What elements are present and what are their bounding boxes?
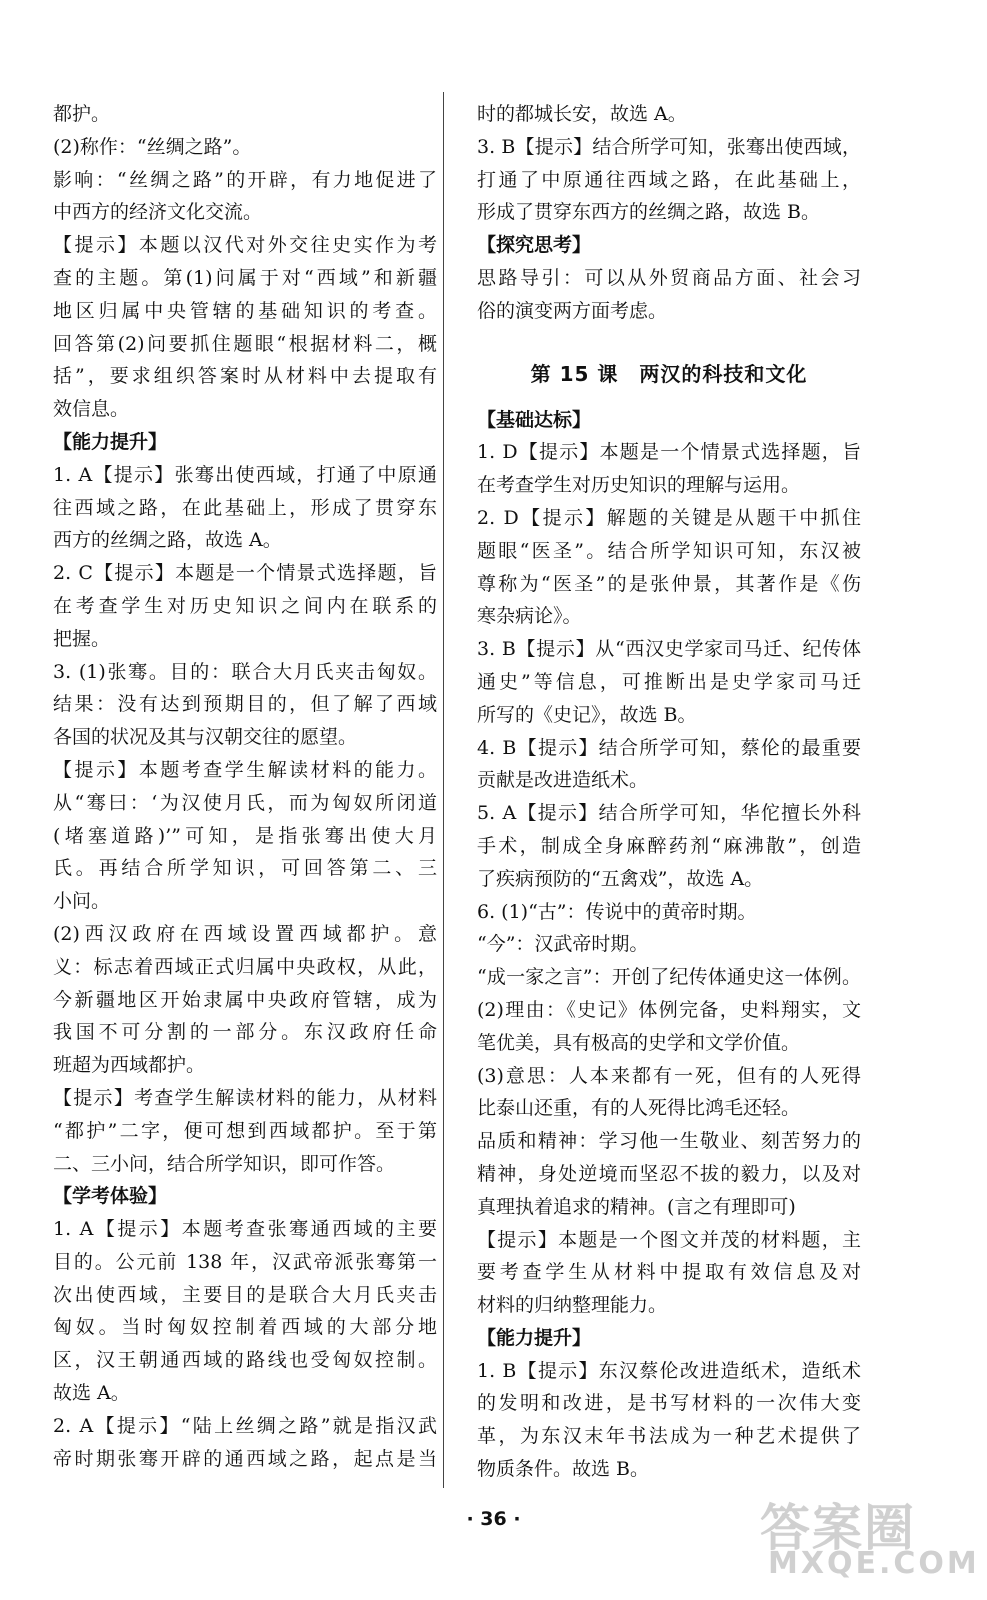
lesson-title: 第 15 课 两汉的科技和文化 bbox=[530, 361, 808, 386]
text-line: 6. (1)“古”：传说中的黄帝时期。 bbox=[477, 900, 757, 923]
text-line: 区，汉王朝通西域的路线也受匈奴控制。 bbox=[53, 1349, 437, 1372]
section-heading: 【能力提升】 bbox=[53, 430, 168, 453]
text-line: 结果：没有达到预期目的，但了解了西域 bbox=[53, 693, 437, 716]
text-line: 的发明和改进，是书写材料的一次伟大变 bbox=[477, 1392, 861, 1415]
text-line: 1. D【提示】本题是一个情景式选择题，旨 bbox=[477, 441, 861, 464]
text-line: (2)称作：“丝绸之路”。 bbox=[53, 135, 252, 158]
text-line: (2)理由：《史记》体例完备，史料翔实，文 bbox=[477, 998, 861, 1021]
text-line: 1. A【提示】本题考查张骞通西域的主要 bbox=[53, 1218, 437, 1241]
text-line: 材料的归纳整理能力。 bbox=[477, 1294, 668, 1317]
text-line: “今”：汉武帝时期。 bbox=[477, 933, 649, 956]
right-column-bottom bbox=[477, 404, 861, 1486]
text-line: 精神，身处逆境而坚忍不拔的毅力，以及对 bbox=[477, 1162, 861, 1185]
text-line: 贡献是改进造纸术。 bbox=[477, 769, 649, 792]
text-line: 把握。 bbox=[53, 627, 111, 650]
text-line: 品质和精神：学习他一生敬业、刻苦努力的 bbox=[477, 1130, 861, 1153]
watermark-logo bbox=[760, 1488, 980, 1584]
section-heading: 【能力提升】 bbox=[477, 1326, 592, 1349]
text-line: 5. A【提示】结合所学可知，华佗擅长外科 bbox=[477, 802, 861, 825]
page-number: · 36 · bbox=[466, 1508, 521, 1530]
text-line: 各国的状况及其与汉朝交往的愿望。 bbox=[53, 726, 358, 749]
text-line: 3. B【提示】从“西汉史学家司马迁、纪传体 bbox=[477, 638, 861, 661]
column-divider bbox=[443, 92, 444, 1488]
text-line: 2. C【提示】本题是一个情景式选择题，旨 bbox=[53, 562, 437, 585]
text-line: 革，为东汉末年书法成为一种艺术提供了 bbox=[477, 1425, 861, 1448]
text-line: 寒杂病论》。 bbox=[477, 605, 582, 628]
text-line: 2. D【提示】解题的关键是从题干中抓住 bbox=[477, 506, 861, 529]
text-line: 俗的演变两方面考虑。 bbox=[477, 299, 668, 322]
text-line: 要考查学生从材料中提取有效信息及对 bbox=[477, 1261, 861, 1284]
text-line: 3. B【提示】结合所学可知，张骞出使西域， bbox=[477, 135, 861, 158]
text-line: 了疾病预防的“五禽戏”，故选 A。 bbox=[477, 867, 764, 890]
text-line: 【提示】本题以汉代对外交往史实作为考 bbox=[53, 234, 437, 257]
text-line: 2. A【提示】“陆上丝绸之路”就是指汉武 bbox=[53, 1414, 437, 1437]
text-line: 在考查学生对历史知识之间内在联系的 bbox=[53, 594, 437, 617]
text-line: 我国不可分割的一部分。东汉政府任命 bbox=[53, 1021, 437, 1044]
text-line: 中西方的经济文化交流。 bbox=[53, 201, 263, 224]
text-line: 今新疆地区开始隶属中央政府管辖，成为 bbox=[53, 988, 437, 1011]
text-line: 尊称为“医圣”的是张仲景，其著作是《伤 bbox=[477, 572, 861, 595]
text-line: 次出使西域，主要目的是联合大月氏夹击 bbox=[53, 1283, 437, 1306]
text-line: 氏。再结合所学知识，可回答第二、三 bbox=[53, 857, 437, 880]
text-line: 括”，要求组织答案时从材料中去提取有 bbox=[53, 365, 437, 388]
text-line: 往西域之路，在此基础上，形成了贯穿东 bbox=[53, 496, 437, 519]
text-line: 【提示】本题考查学生解读材料的能力。 bbox=[53, 758, 437, 781]
text-line: 小问。 bbox=[53, 890, 111, 913]
text-line: 真理执着追求的精神。(言之有理即可) bbox=[477, 1195, 796, 1218]
text-line: 回答第(2)问要抓住题眼“根据材料二，概 bbox=[53, 332, 437, 355]
text-line: 通史”等信息，可推断出是史学家司马迁 bbox=[477, 670, 861, 693]
text-line: “都护”二字，便可想到西域都护。至于第 bbox=[53, 1119, 437, 1142]
text-line: 手术，制成全身麻醉药剂“麻沸散”，创造 bbox=[477, 834, 861, 857]
text-line: (3)意思：人本来都有一死，但有的人死得 bbox=[477, 1064, 861, 1087]
text-line: 目的。公元前 138 年，汉武帝派张骞第一 bbox=[53, 1250, 437, 1273]
watermark-url: MXQE.COM bbox=[768, 1546, 980, 1581]
text-line: 笔优美，具有极高的史学和文学价值。 bbox=[477, 1031, 801, 1054]
text-line: 题眼“医圣”。结合所学知识可知，东汉被 bbox=[477, 539, 861, 562]
watermark-text: 答案圈 bbox=[760, 1499, 916, 1557]
text-line: 班超为西域都护。 bbox=[53, 1054, 206, 1077]
text-line: 物质条件。故选 B。 bbox=[477, 1458, 650, 1481]
text-line: 所写的《史记》，故选 B。 bbox=[477, 703, 697, 726]
text-line: 在考查学生对历史知识的理解与运用。 bbox=[477, 474, 801, 497]
left-column bbox=[53, 98, 437, 1475]
text-line: 时的都城长安，故选 A。 bbox=[477, 103, 687, 125]
text-line: 匈奴。当时匈奴控制着西域的大部分地 bbox=[53, 1316, 437, 1339]
text-line: 影响：“丝绸之路”的开辟，有力地促进了 bbox=[53, 168, 437, 191]
text-line: 打通了中原通往西域之路，在此基础上， bbox=[477, 168, 861, 191]
section-heading: 【学考体验】 bbox=[53, 1185, 168, 1208]
text-line: 1. B【提示】东汉蔡伦改进造纸术，造纸术 bbox=[477, 1359, 861, 1382]
right-column bbox=[477, 98, 861, 1486]
text-line: 二、三小问，结合所学知识，即可作答。 bbox=[53, 1152, 396, 1175]
text-line: 故选 A。 bbox=[53, 1382, 130, 1405]
text-line: 帝时期张骞开辟的通西域之路，起点是当 bbox=[53, 1447, 437, 1470]
text-line: “成一家之言”：开创了纪传体通史这一体例。 bbox=[477, 966, 861, 989]
text-line: 义：标志着西域正式归属中央政权，从此， bbox=[53, 955, 437, 978]
text-line: 1. A【提示】张骞出使西域，打通了中原通 bbox=[53, 463, 437, 486]
text-line: 【提示】考查学生解读材料的能力，从材料 bbox=[53, 1086, 437, 1109]
text-line: 西方的丝绸之路，故选 A。 bbox=[53, 529, 282, 552]
right-column-top bbox=[477, 98, 861, 328]
text-line: (2)西汉政府在西域设置西域都护。意 bbox=[53, 922, 437, 945]
text-line: 4. B【提示】结合所学可知，蔡伦的最重要 bbox=[477, 736, 861, 759]
text-line: 3. (1)张骞。目的：联合大月氏夹击匈奴。 bbox=[53, 660, 437, 683]
text-line: 从“骞曰：‘为汉使月氏，而为匈奴所闭道 bbox=[53, 791, 437, 814]
section-heading: 【基础达标】 bbox=[477, 408, 592, 431]
text-line: 比泰山还重，有的人死得比鸿毛还轻。 bbox=[477, 1097, 801, 1120]
text-line: 【提示】本题是一个图文并茂的材料题，主 bbox=[477, 1228, 861, 1251]
text-line: 思路导引：可以从外贸商品方面、社会习 bbox=[477, 266, 861, 289]
text-line: 地区归属中央管辖的基础知识的考查。 bbox=[53, 299, 437, 322]
text-line: 查的主题。第(1)问属于对“西域”和新疆 bbox=[53, 266, 437, 289]
section-heading: 【探究思考】 bbox=[477, 234, 592, 257]
text-line: 效信息。 bbox=[53, 398, 130, 421]
text-line: 都护。 bbox=[53, 103, 111, 125]
text-line: (堵塞道路)’”可知，是指张骞出使大月 bbox=[53, 824, 437, 847]
text-line: 形成了贯穿东西方的丝绸之路，故选 B。 bbox=[477, 201, 821, 224]
